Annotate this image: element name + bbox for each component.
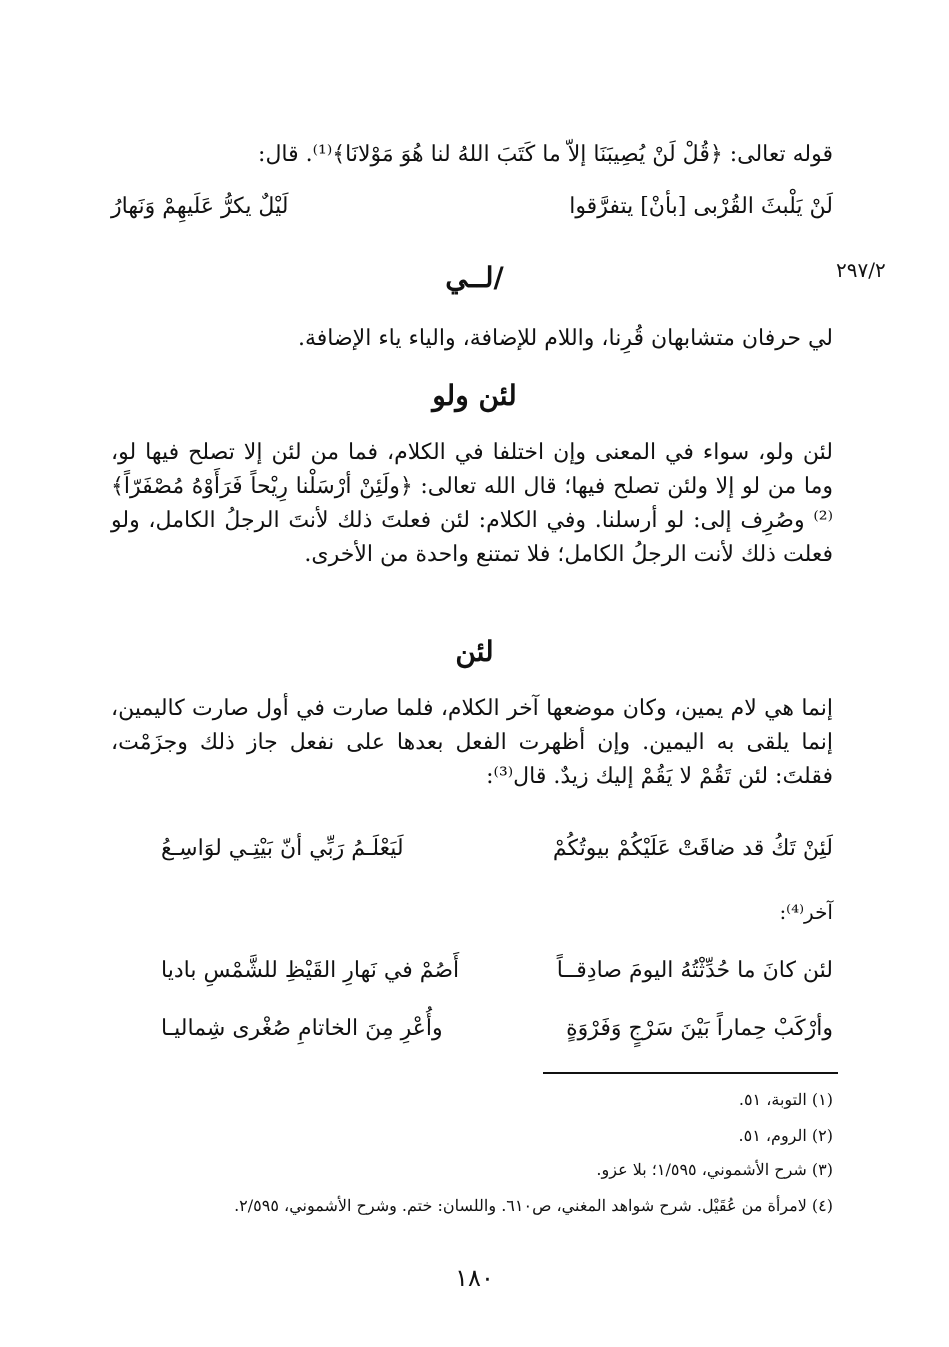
verse-second-hemistich: أَصُمْ في نَهارِ القَيْظِ للشَّمْسِ باديا [161,958,460,983]
section-body-lain: إنما هي لام يمين، وكان موضعها آخر الكلام، فلما صارت في أول صارت كاليمين، إنما يلقى به اليمين. وإن أظهرت الفعل بعدها على نفعل جاز ذلك وجزَمْت، فقلتَ: لئن تَقُمْ لا يَقُمْ إليك زيدٌ. قال⁽³⁾: [111,696,833,789]
intro-verse [111,194,833,238]
page-number: ١٨٠ [455,1264,494,1292]
verse-first-hemistich: لَنْ يَلْبثَ القُرْبى [بأنْ] يتفرَّقوا [569,194,833,219]
verse-second-hemistich: لَيْلٌ يكرُّ عَلَيهِمْ وَنَهارُ [111,194,289,219]
poem-verse [111,1016,833,1060]
footnote: (٤) لامرأة من عُقَيْل. شرح شواهد المغني، ص٦١٠. واللسان: ختم. وشرح الأشموني، ٢/٥٩٥. [234,1196,833,1215]
section-heading-lain-walaw: لئن ولو [432,379,517,412]
section-heading-lain: لئن [455,635,494,668]
footnote-separator [543,1072,838,1074]
verse-second-hemistich: وأُعْرِ مِنَ الخاتامِ صُغْرى شِماليـا [161,1016,443,1041]
other-poet-label: آخر⁽⁴⁾: [779,900,833,924]
poem-verse [111,958,833,1002]
poem-verse [111,836,833,880]
section-body-li: لي حرفان متشابهان قُرِنا، واللام للإضافة، والياء ياء الإضافة. [297,326,833,351]
section-body-lain-walaw: لئن ولو، سواء في المعنى وإن اختلفا في الكلام، فما من لئن إلا تصلح فيها لو، وما من لو إلا ولئن تصلح فيها؛ قال الله تعالى: ﴿ولَئِنْ أرْسَلْنا رِيْحاً فَرَأَوْهُ مُصْفَرّاً﴾⁽²⁾ وصُرِف إلى: لو أرسلنا. وفي الكلام: لئن فعلتَ ذلك لأنتَ الرجلُ الكامل، ولو فعلت ذلك لأنت الرجلُ الكامل؛ فلا تمتنع واحدة من الأخرى. [111,440,833,567]
verse-second-hemistich: لَيَعْلَـمُ رَبِّي أنّ بَيْتِـي لوَاسِـعُ [161,836,404,861]
intro-line: قوله تعالى: ﴿قُلْ لَنْ يُصِيبَنَا إلاّ ما كَتَبَ اللهُ لنا هُوَ مَوْلانَا﴾⁽¹⁾. قال: [258,142,833,167]
footnote: (٣) شرح الأشموني، ١/٥٩٥؛ بلا عزو. [596,1160,833,1179]
footnote: (١) التوبة، ٥١. [738,1090,833,1109]
margin-reference: ٢٩٧/٢ [836,258,886,282]
section-heading-li: /لــي [445,261,504,294]
verse-first-hemistich: وأرْكَبْ حِماراً بَيْنَ سَرْجٍ وَفَرْوَةٍ [566,1016,833,1041]
footnote: (٢) الروم، ٥١. [738,1126,833,1145]
verse-first-hemistich: لئن كانَ ما حُدِّثْتُهُ اليومَ صادِقــاً [556,958,833,983]
verse-first-hemistich: لَئِنْ تَكُ قد ضاقَتْ عَلَيْكُمْ بيوتُكُمْ [552,836,833,861]
